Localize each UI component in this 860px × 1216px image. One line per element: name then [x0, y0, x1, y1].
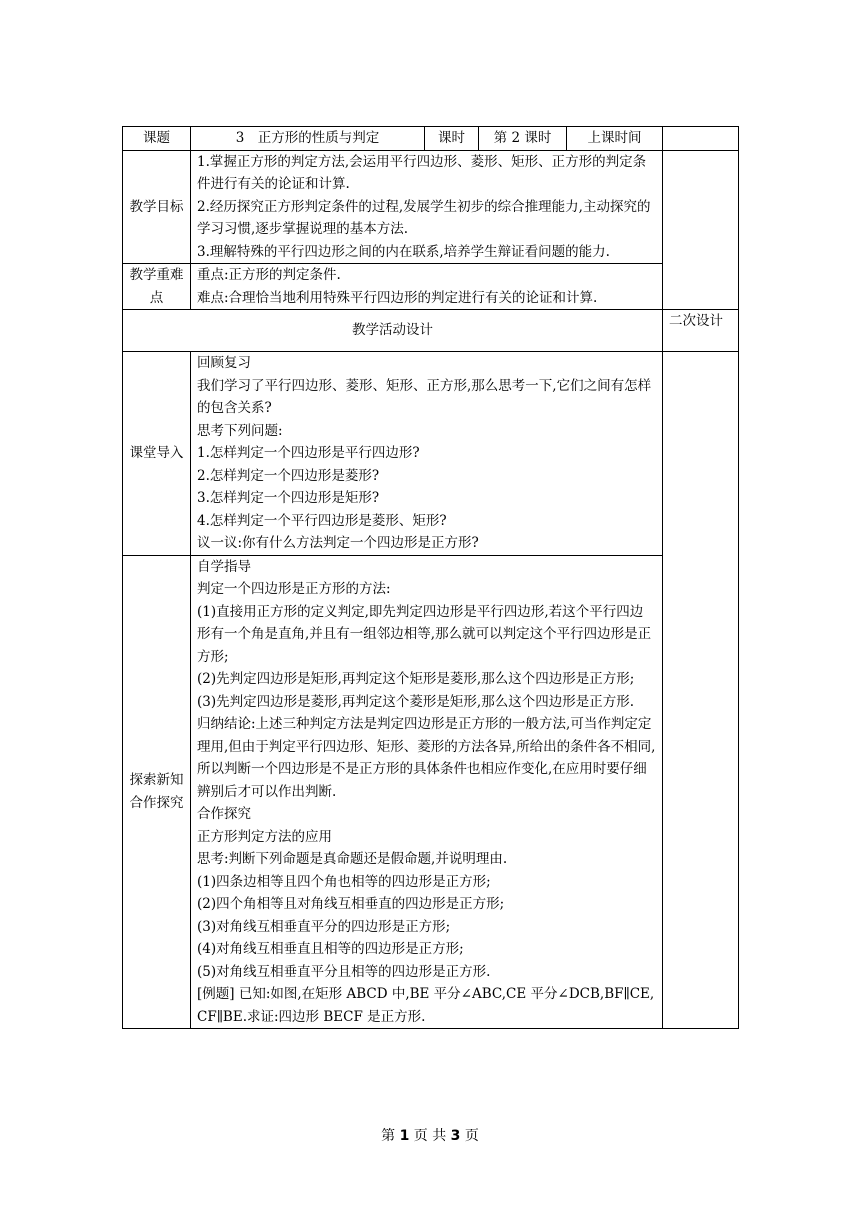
explore-line: (4)对角线互相垂直且相等的四边形是正方形;: [197, 941, 464, 957]
key-points-content: [191, 264, 663, 310]
explore-line: [例题] 已知:如图,在矩形 ABCD 中,BE 平分∠ABC,CE 平分∠DCB,BF∥CE,CF∥BE.求证:四边形 BECF 是正方形.: [197, 986, 655, 1025]
intro-line: 议一议:你有什么方法判定一个四边形是正方形?: [197, 535, 479, 551]
explore-line: (3)对角线互相垂直平分的四边形是正方形;: [197, 918, 451, 935]
second-design-label: 二次设计: [663, 310, 739, 352]
explore-line: (1)四条边相等且四个角也相等的四边形是正方形;: [197, 873, 491, 890]
course-label: 课题: [123, 127, 191, 151]
course-value: 3 正方形的性质与判定: [191, 127, 425, 151]
explore-line: 思考:判断下列命题是真命题还是假命题,并说明理由.: [197, 851, 508, 867]
header-row: [123, 127, 739, 151]
activity-header-row: [123, 310, 739, 352]
footer-total-pages: 3: [450, 1128, 461, 1144]
time-value: [663, 127, 739, 151]
objectives-row: [123, 150, 739, 264]
objective-item: 3.理解特殊的平行四边形之间的内在联系,培养学生辩证看问题的能力.: [197, 243, 610, 260]
intro-label: 课堂导入: [123, 352, 191, 556]
explore-line: 判定一个四边形是正方形的方法:: [197, 581, 391, 597]
intro-line: 我们学习了平行四边形、菱形、矩形、正方形,那么思考一下,它们之间有怎样的包含关系?: [197, 377, 652, 416]
explore-row: [123, 555, 739, 1029]
intro-content: [191, 352, 663, 556]
objectives-label: 教学目标: [123, 150, 191, 264]
period-value: 第 2 课时: [479, 127, 567, 151]
explore-line: (2)先判定四边形是矩形,再判定这个矩形是菱形,那么这个四边形是正方形;: [197, 671, 635, 687]
explore-label-line: 探索新知: [129, 772, 184, 789]
key-point-item: 重点:正方形的判定条件.: [197, 267, 341, 283]
explore-line: (1)直接用正方形的定义判定,即先判定四边形是平行四边形,若这个平行四边形有一个角是直角,并且有一组邻边相等,那么就可以判定这个平行四边形是正方形;: [197, 603, 652, 665]
intro-row: [123, 352, 739, 556]
intro-line: 2.怎样判定一个四边形是菱形?: [197, 467, 380, 484]
period-label: 课时: [425, 127, 479, 151]
intro-line: 1.怎样判定一个四边形是平行四边形?: [197, 445, 420, 461]
explore-line: (5)对角线互相垂直平分且相等的四边形是正方形.: [197, 963, 491, 980]
intro-line: 回顾复习: [197, 355, 251, 371]
blank-cell: [663, 150, 739, 310]
objective-item: 2.经历探究正方形判定条件的过程,发展学生初步的综合推理能力,主动探究的学习习惯,逐步掌握说理的基本方法.: [197, 198, 651, 237]
explore-line: 正方形判定方法的应用: [197, 828, 332, 845]
lesson-plan-table: [122, 126, 739, 1029]
footer-prefix: 第: [381, 1128, 396, 1144]
objectives-content: [191, 150, 663, 264]
key-point-item: 难点:合理恰当地利用特殊平行四边形的判定进行有关的论证和计算.: [197, 289, 598, 306]
page-footer: [0, 1126, 860, 1146]
footer-page-number: 1: [399, 1128, 410, 1144]
key-points-label: 教学重难点: [123, 264, 191, 310]
explore-content: [191, 555, 663, 1029]
footer-middle: 页 共: [413, 1128, 447, 1144]
intro-line: 3.怎样判定一个四边形是矩形?: [197, 490, 380, 506]
objective-item: 1.掌握正方形的判定方法,会运用平行四边形、菱形、矩形、正方形的判定条件进行有关的论证和计算.: [197, 153, 647, 192]
explore-line: (2)四个角相等且对角线互相垂直的四边形是正方形;: [197, 896, 505, 912]
explore-line: 合作探究: [197, 806, 251, 822]
explore-label: [123, 555, 191, 1029]
explore-line: 归纳结论:上述三种判定方法是判定四边形是正方形的一般方法,可当作判定定理用,但由于判定平行四边形、矩形、菱形的方法各异,所给出的条件各不相同,所以判断一个四边形是不是正方形的具体条件也相应作变化,在应用时要仔细辨别后才可以作出判断.: [197, 716, 656, 800]
activity-design-title: 教学活动设计: [123, 310, 663, 352]
explore-line: 自学指导: [197, 558, 251, 575]
intro-line: 思考下列问题:: [197, 422, 283, 439]
explore-line: (3)先判定四边形是菱形,再判定这个菱形是矩形,那么这个四边形是正方形.: [197, 693, 634, 710]
footer-suffix: 页: [464, 1128, 479, 1144]
key-points-row: [123, 264, 739, 310]
intro-line: 4.怎样判定一个平行四边形是菱形、矩形?: [197, 512, 447, 529]
second-design-cell: [663, 352, 739, 1029]
explore-label-line: 合作探究: [129, 794, 184, 811]
time-label: 上课时间: [567, 127, 663, 151]
